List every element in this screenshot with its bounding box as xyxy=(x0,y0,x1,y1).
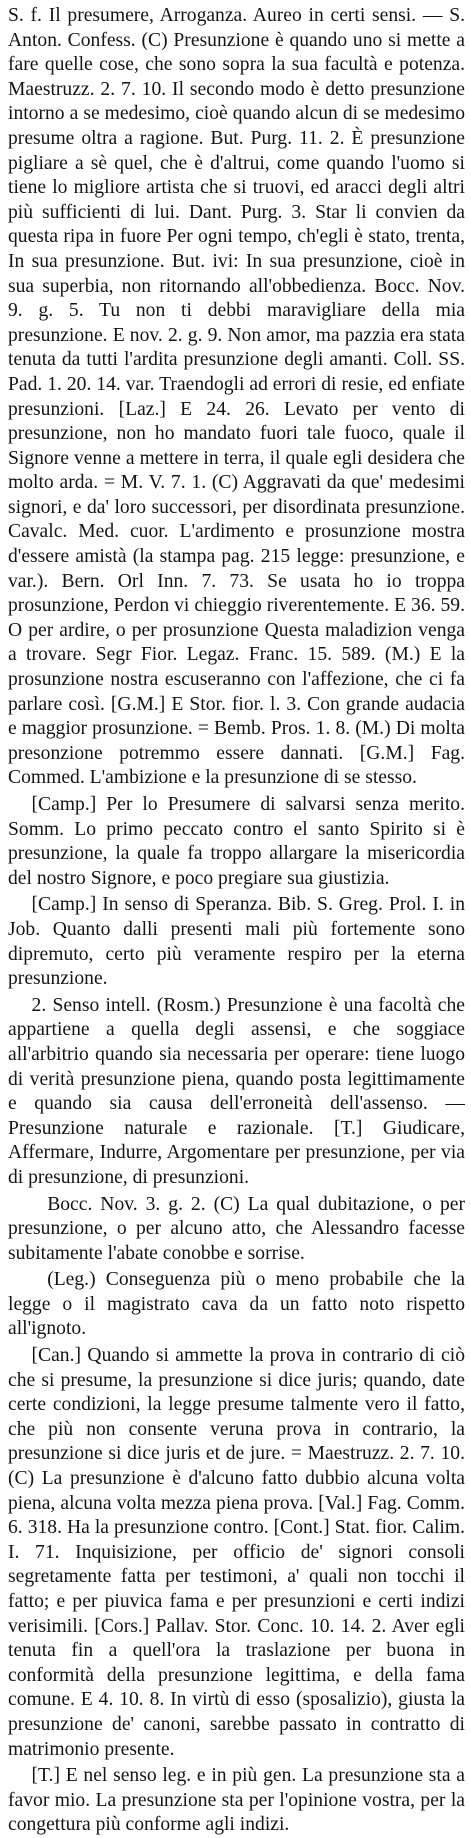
entry-paragraph-4: 2. Senso intell. (Rosm.) Presunzione è una facoltà che appartiene a quella degli assensi, e che soggiace all'arbitrio quando sia necessaria per operare: tiene luogo di verità presunzione piena, quando posta legittimamente e quando sia causa dell'erroneità dell'assenso. — Presunzione naturale e razionale. [T.] Giudicare, Affermare, Indurre, Argomentare per presunzione, per via di presunzione, di presunzioni. xyxy=(8,994,465,1188)
entry-paragraph-1: S. f. Il presumere, Arroganza. Aureo in certi sensi. — S. Anton. Confess. (C) Presunzione è quando uno si mette a fare quelle cose, che sono sopra la sua facultà e potenza. Maestruzz. 2. 7. 10. Il secondo modo è detto presunzione intorno a se medesimo, cioè quando alcun di se medesimo presume oltra a ragione. But. Purg. 11. 2. È presunzione pigliare a sè quel, che è d'altrui, come quando l'uomo si tiene lo migliore artista che si truovi, ed aracci degli altri più sufficienti di lui. Dant. Purg. 3. Star li convien da questa ripa in fuore Per ogni tempo, ch'egli è stato, trenta, In sua presunzione. But. ivi: In sua presunzione, cioè in sua superbia, non ritornando all'obbedienza. Bocc. Nov. 9. g. 5. Tu non ti debbi maravigliare della mia presunzione. E nov. 2. g. 9. Non amor, ma pazzia era stata tenuta da tutti l'ardita presunzione degli amanti. Coll. SS. Pad. 1. 20. 14. var. Traendogli ad errori di resie, ed enfiate presunzioni. [Laz.] E 24. 26. Levato per vento di presunzione, non ho mandato fuori tale fuoco, quale il Signore venne a mettere in terra, il quale egli desidera che molto arda. = M. V. 7. 1. (C) Aggravati da que' medesimi signori, e da' loro successori, per disordinata presunzione. Cavalc. Med. cuor. L'ardimento e prosunzione mostra d'essere amistà (la stampa pag. 215 legge: presunzione, e var.). Bern. Orl Inn. 7. 73. Se usata ho io troppa prosunzione, Perdon vi chieggio riverentemente. E 36. 59. O per ardire, o per prosunzione Questa maladizion venga a trovare. Segr Fior. Legaz. Franc. 15. 589. (M.) E la prosunzione nostra escuseranno con l'affezione, che ci fa parlare così. [G.M.] E Stor. fior. l. 3. Con grande audacia e maggior prosunzione. = Bemb. Pros. 1. 8. (M.) Di molta presonzione potremmo essere dannati. [G.M.] Fag. Commed. L'ambizione e la presunzione di se stesso. xyxy=(8,5,465,789)
entry-paragraph-3: [Camp.] In senso di Speranza. Bib. S. Greg. Prol. I. in Job. Quanto dalli presenti mali più fortemente sono dipremuto, certo più veramente respiro per la eterna presunzione. xyxy=(8,894,465,990)
entry-paragraph-7: [Can.] Quando si ammette la prova in contrario di ciò che si presume, la presunzione si dice juris; quando, date certe condizioni, la legge presume talmente vero il fatto, che più non consente veruna prova in contrario, la presunzione si dice juris et de jure. = Maestruzz. 2. 7. 10. (C) La presunzione è d'alcuno fatto dubbio alcuna volta piena, alcuna volta mezza piena prova. [Val.] Fag. Comm. 6. 318. Ha la presunzione contro. [Cont.] Stat. fior. Calim. I. 71. Inquisizione, per officio de' signori consoli segretamente fatta per testimoni, a' quali non tocchi il fatto; e per piuvica fama e per presunzioni e certi indizi verisimili. [Cors.] Pallav. Stor. Conc. 10. 14. 2. Aver egli tenuta fin a quell'ora la traslazione per buona in conformità della presunzione legittima, e della fama comune. E 4. 10. 8. In virtù di esso (sposalizio), giusta la presunzione de' canoni, sarebbe passato in contratto di matrimonio presente. xyxy=(8,1345,465,1760)
entry-paragraph-2: [Camp.] Per lo Presumere di salvarsi senza merito. Somm. Lo primo peccato contro el santo Spirito si è presunzione, la quale fa troppo allargare la misericordia del nostro Signore, e poco pregiare sua giustizia. xyxy=(8,794,465,889)
entry-paragraph-5: Bocc. Nov. 3. g. 2. (C) La qual dubitazione, o per presunzione, o per alcuno atto, che Alessandro facesse subitamente l'abate conobbe e sorrise. xyxy=(8,1193,465,1264)
entry-paragraph-8: [T.] E nel senso leg. e in più gen. La presunzione sta a favor mio. La presunzione sta per l'opinione vostra, per la congettura più conforme agli indizi. xyxy=(8,1765,465,1836)
entry-paragraph-6: (Leg.) Conseguenza più o meno probabile che la legge o il magistrato cava da un fatto noto rispetto all'ignoto. xyxy=(8,1269,465,1340)
